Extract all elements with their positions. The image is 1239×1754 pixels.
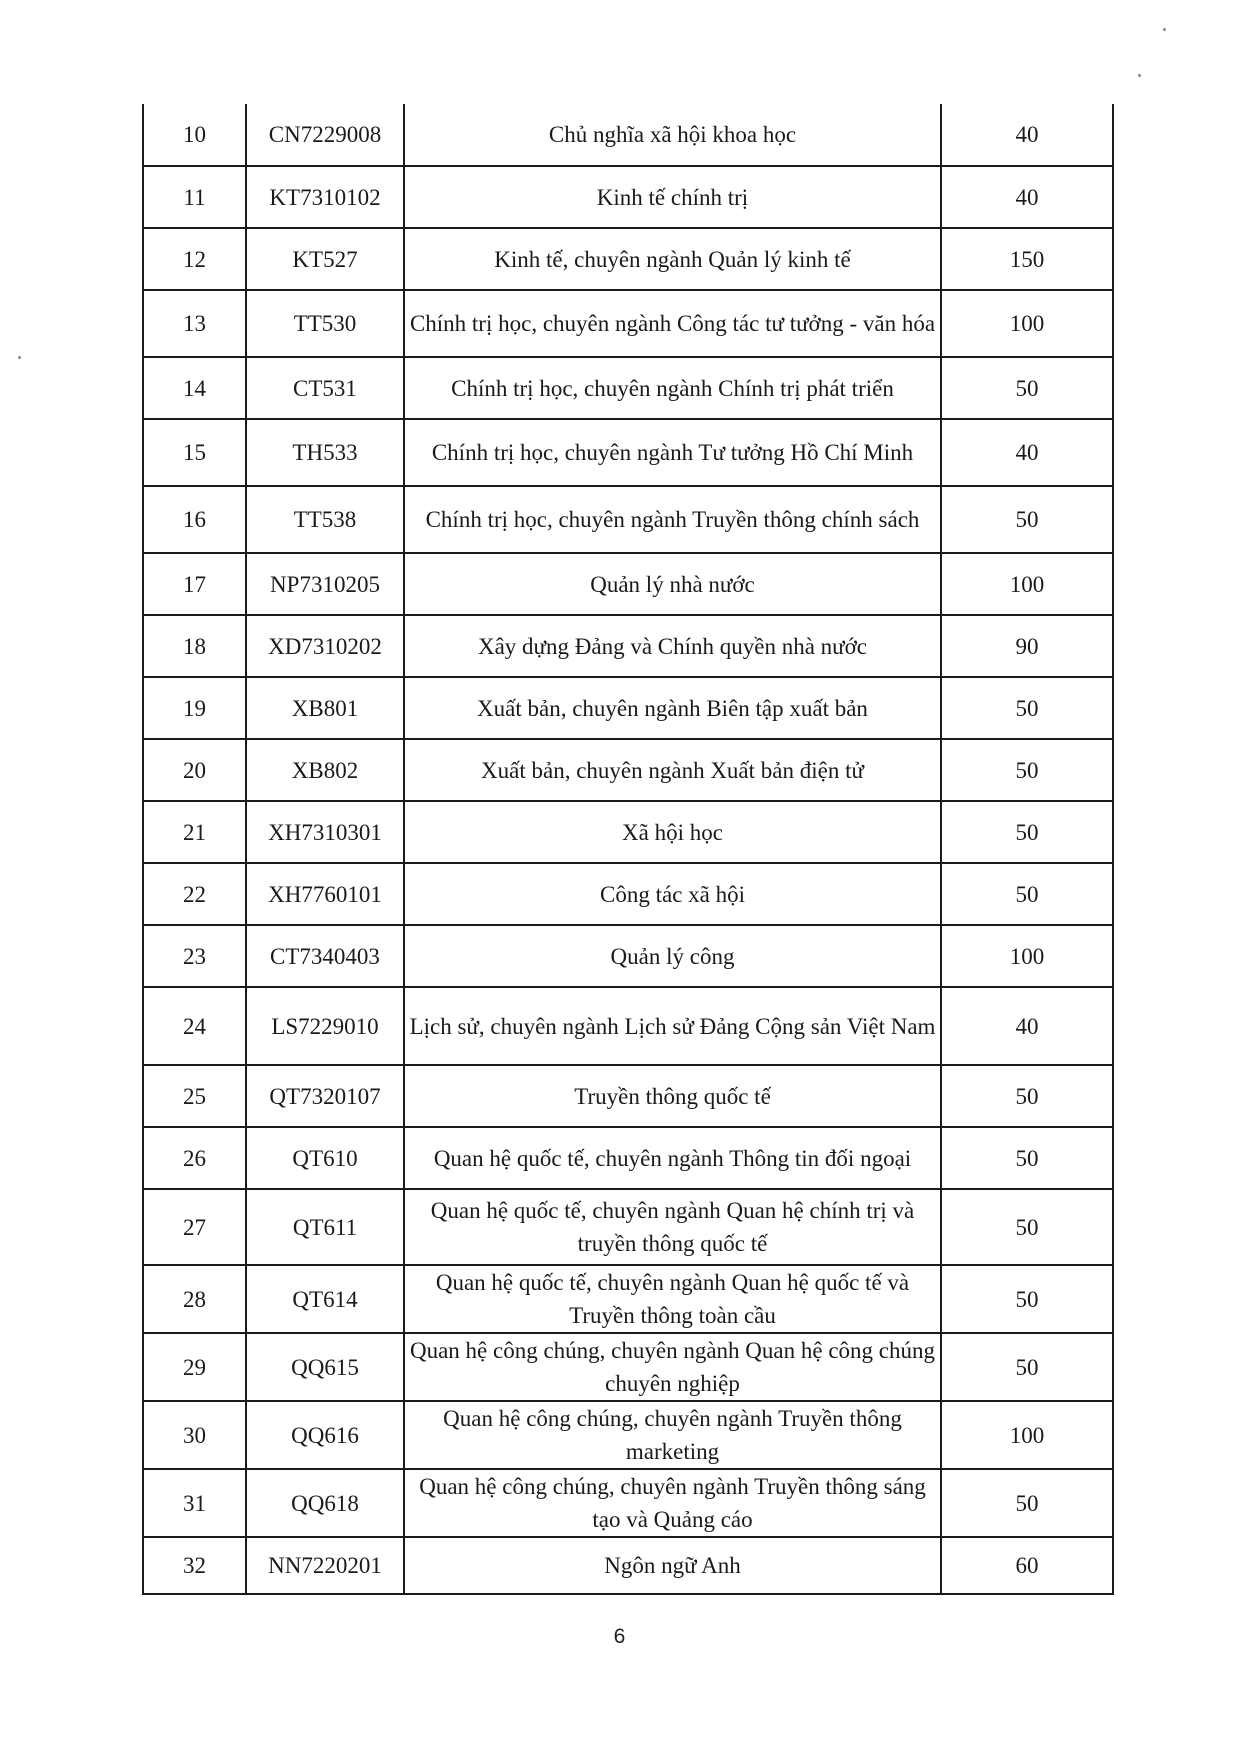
program-code-cell: QT7320107 [246, 1065, 404, 1127]
quota-cell: 50 [941, 801, 1113, 863]
table-row [143, 1333, 1113, 1401]
admissions-quota-table [142, 104, 1114, 1595]
row-number-cell: 22 [143, 863, 246, 925]
program-name-cell: Xuất bản, chuyên ngành Xuất bản điện tử [404, 739, 941, 801]
quota-cell: 150 [941, 228, 1113, 290]
row-number-cell: 12 [143, 228, 246, 290]
program-code-cell: KT527 [246, 228, 404, 290]
row-number-cell: 20 [143, 739, 246, 801]
quota-cell: 40 [941, 166, 1113, 228]
program-code-cell: XH7760101 [246, 863, 404, 925]
quota-cell: 90 [941, 615, 1113, 677]
table-row [143, 925, 1113, 987]
program-name-cell: Quản lý nhà nước [404, 553, 941, 615]
program-name-cell: Chính trị học, chuyên ngành Công tác tư tưởng - văn hóa [404, 290, 941, 357]
program-name-cell: Quan hệ quốc tế, chuyên ngành Quan hệ quốc tế và Truyền thông toàn cầu [404, 1265, 941, 1333]
row-number-cell: 26 [143, 1127, 246, 1189]
quota-cell: 100 [941, 553, 1113, 615]
program-name-cell: Chính trị học, chuyên ngành Chính trị phát triển [404, 357, 941, 419]
program-name-cell: Xã hội học [404, 801, 941, 863]
program-code-cell: QT614 [246, 1265, 404, 1333]
quota-cell: 50 [941, 863, 1113, 925]
row-number-cell: 11 [143, 166, 246, 228]
program-name-cell: Kinh tế, chuyên ngành Quản lý kinh tế [404, 228, 941, 290]
program-code-cell: QT611 [246, 1189, 404, 1265]
row-number-cell: 29 [143, 1333, 246, 1401]
program-code-cell: QQ616 [246, 1401, 404, 1469]
row-number-cell: 24 [143, 987, 246, 1065]
table-row [143, 166, 1113, 228]
table-row [143, 357, 1113, 419]
program-code-cell: NP7310205 [246, 553, 404, 615]
program-code-cell: NN7220201 [246, 1537, 404, 1594]
quota-cell: 100 [941, 925, 1113, 987]
row-number-cell: 10 [143, 104, 246, 166]
table-row [143, 1127, 1113, 1189]
program-name-cell: Quan hệ quốc tế, chuyên ngành Quan hệ chính trị và truyền thông quốc tế [404, 1189, 941, 1265]
program-code-cell: QT610 [246, 1127, 404, 1189]
scan-speck [1138, 74, 1141, 77]
quota-cell: 100 [941, 290, 1113, 357]
table-row [143, 677, 1113, 739]
table-row [143, 739, 1113, 801]
row-number-cell: 14 [143, 357, 246, 419]
table-row [143, 615, 1113, 677]
program-code-cell: TH533 [246, 419, 404, 486]
quota-cell: 50 [941, 739, 1113, 801]
program-name-cell: Quan hệ công chúng, chuyên ngành Quan hệ công chúng chuyên nghiệp [404, 1333, 941, 1401]
program-name-cell: Ngôn ngữ Anh [404, 1537, 941, 1594]
quota-cell: 40 [941, 987, 1113, 1065]
program-name-cell: Kinh tế chính trị [404, 166, 941, 228]
quota-cell: 100 [941, 1401, 1113, 1469]
program-name-cell: Lịch sử, chuyên ngành Lịch sử Đảng Cộng sản Việt Nam [404, 987, 941, 1065]
program-name-cell: Quan hệ công chúng, chuyên ngành Truyền thông marketing [404, 1401, 941, 1469]
table-row [143, 290, 1113, 357]
program-code-cell: XD7310202 [246, 615, 404, 677]
table-row [143, 1189, 1113, 1265]
quota-cell: 50 [941, 1265, 1113, 1333]
quota-cell: 40 [941, 419, 1113, 486]
program-code-cell: TT538 [246, 486, 404, 553]
program-name-cell: Quan hệ quốc tế, chuyên ngành Thông tin đối ngoại [404, 1127, 941, 1189]
table-row [143, 553, 1113, 615]
quota-cell: 50 [941, 1127, 1113, 1189]
row-number-cell: 13 [143, 290, 246, 357]
row-number-cell: 21 [143, 801, 246, 863]
table-row [143, 104, 1113, 166]
program-code-cell: CN7229008 [246, 104, 404, 166]
row-number-cell: 25 [143, 1065, 246, 1127]
row-number-cell: 15 [143, 419, 246, 486]
table-row [143, 801, 1113, 863]
row-number-cell: 31 [143, 1469, 246, 1537]
row-number-cell: 28 [143, 1265, 246, 1333]
table-row [143, 987, 1113, 1065]
row-number-cell: 19 [143, 677, 246, 739]
program-code-cell: LS7229010 [246, 987, 404, 1065]
program-code-cell: CT531 [246, 357, 404, 419]
row-number-cell: 32 [143, 1537, 246, 1594]
quota-cell: 60 [941, 1537, 1113, 1594]
program-name-cell: Xây dựng Đảng và Chính quyền nhà nước [404, 615, 941, 677]
program-code-cell: XH7310301 [246, 801, 404, 863]
scan-speck [1163, 28, 1166, 31]
program-name-cell: Quản lý công [404, 925, 941, 987]
table-row [143, 228, 1113, 290]
quota-cell: 50 [941, 1065, 1113, 1127]
table-row [143, 1469, 1113, 1537]
page-number: 6 [613, 1625, 626, 1648]
row-number-cell: 17 [143, 553, 246, 615]
quota-cell: 50 [941, 1189, 1113, 1265]
program-name-cell: Chủ nghĩa xã hội khoa học [404, 104, 941, 166]
table-row [143, 1401, 1113, 1469]
table-row [143, 1065, 1113, 1127]
program-code-cell: XB801 [246, 677, 404, 739]
program-name-cell: Chính trị học, chuyên ngành Tư tưởng Hồ Chí Minh [404, 419, 941, 486]
program-code-cell: QQ618 [246, 1469, 404, 1537]
quota-cell: 50 [941, 486, 1113, 553]
quota-cell: 50 [941, 677, 1113, 739]
program-code-cell: XB802 [246, 739, 404, 801]
table-row [143, 1265, 1113, 1333]
quota-cell: 40 [941, 104, 1113, 166]
row-number-cell: 30 [143, 1401, 246, 1469]
quota-cell: 50 [941, 1333, 1113, 1401]
table-body [143, 104, 1113, 1594]
program-name-cell: Công tác xã hội [404, 863, 941, 925]
program-code-cell: QQ615 [246, 1333, 404, 1401]
row-number-cell: 18 [143, 615, 246, 677]
table-row [143, 486, 1113, 553]
program-code-cell: CT7340403 [246, 925, 404, 987]
program-name-cell: Truyền thông quốc tế [404, 1065, 941, 1127]
table-row [143, 863, 1113, 925]
quota-cell: 50 [941, 1469, 1113, 1537]
program-name-cell: Xuất bản, chuyên ngành Biên tập xuất bản [404, 677, 941, 739]
program-code-cell: TT530 [246, 290, 404, 357]
row-number-cell: 27 [143, 1189, 246, 1265]
table-row [143, 419, 1113, 486]
program-name-cell: Chính trị học, chuyên ngành Truyền thông chính sách [404, 486, 941, 553]
quota-cell: 50 [941, 357, 1113, 419]
scan-speck [18, 356, 21, 359]
program-name-cell: Quan hệ công chúng, chuyên ngành Truyền thông sáng tạo và Quảng cáo [404, 1469, 941, 1537]
row-number-cell: 23 [143, 925, 246, 987]
program-code-cell: KT7310102 [246, 166, 404, 228]
row-number-cell: 16 [143, 486, 246, 553]
table-row [143, 1537, 1113, 1594]
